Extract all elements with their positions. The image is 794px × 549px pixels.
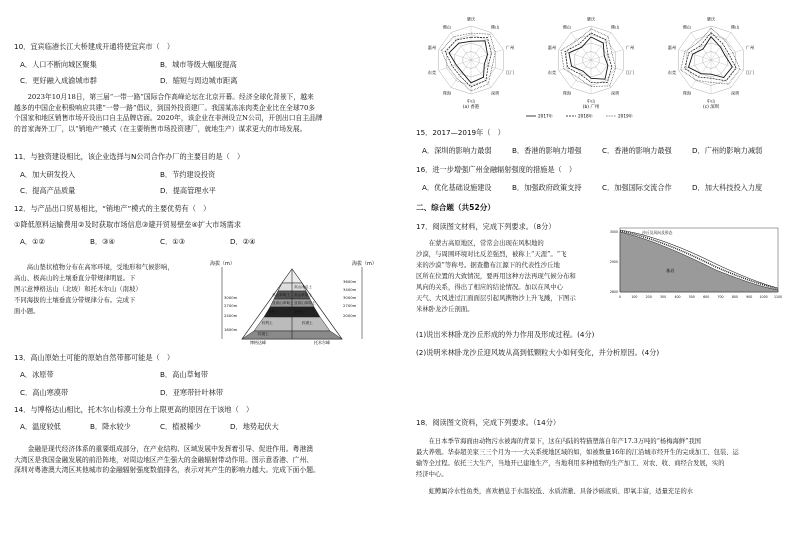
q16-options xyxy=(422,183,762,193)
left-altitude: 2700m xyxy=(224,303,238,308)
q11-stem: 11．与独资建设相比，该企业选择与N公司合作办厂的主要目的是（ ） xyxy=(14,152,245,161)
radar-city-label: 深圳 xyxy=(730,90,740,96)
passage-1-line: 越多的中国企业积极响应共建“一带一路”倡议，到国外投资建厂。我国某冻冻肉类企业比在全球70多 xyxy=(14,103,316,112)
right-band-label: 亚高山草原土 xyxy=(294,301,316,305)
q17-stem: 17．阅读图文材料，完成下列要求。（8分） xyxy=(416,222,556,231)
radar-series xyxy=(689,37,733,78)
q10-options xyxy=(20,60,237,70)
q17-line: 区所在位置的大致情况，要再用这种方法再现气候分布和 xyxy=(416,272,576,281)
right-mountain-name: 托木尔峰 xyxy=(314,340,330,345)
dune-y-tick: 2800 xyxy=(609,290,618,294)
q18-line: 最大养殖。华泰超美家三三个月为一一大关系统地区域的如，如被数量16年的江沿城市经开生的完成加工、包装、运 xyxy=(416,449,739,457)
q11-options-row2 xyxy=(20,186,216,196)
q18-line: 虹鳟属冷水性鱼类，喜欢栖息于水温较低、水质清澈、具备沙砾底质、即氧丰富，适量充足的水 xyxy=(416,488,694,496)
passage-2-line: 高山垫状植物分布在高寒环境，受地形和气候影响， xyxy=(14,263,174,271)
left-band-label: 黑钙土 xyxy=(268,310,279,314)
left-altitude: 3000m xyxy=(224,295,238,300)
radar-city-label: 佛山 xyxy=(490,24,500,30)
radar-city-label: 江门 xyxy=(745,70,755,76)
right-band-label: 棕漠土 xyxy=(302,321,313,325)
q17-passage xyxy=(416,238,604,315)
q11-option-c[interactable]: C．提高产品质量 xyxy=(20,186,76,195)
q12-option-c[interactable]: C．①③ xyxy=(160,237,186,246)
radar-spoke xyxy=(691,33,711,61)
radar-city-label: 广州 xyxy=(505,44,515,50)
dune-top-label: 沙丘及风向及形态 xyxy=(642,230,673,235)
passage-2-line: 不同海拔的土壤垂直分带规律分布。完成下 xyxy=(14,295,136,304)
radar-city-label: 佛山 xyxy=(562,24,572,30)
legend-label: 2018年 xyxy=(578,113,593,119)
soil-zone-figure xyxy=(202,255,382,345)
left-band-label: 高山草甸土 xyxy=(272,293,290,297)
passage-2 xyxy=(14,262,204,316)
y-label-left: 海拔（m） xyxy=(210,261,235,267)
q10-option-c[interactable]: C．更好融入成渝城市群 xyxy=(20,76,97,85)
q16-stem: 16．进一步增强广州金融辐射强度的措施是（ ） xyxy=(416,165,577,174)
radar-city-label: 东莞 xyxy=(427,70,437,76)
radar-city-label: 广州 xyxy=(625,44,635,50)
right-altitude: 3400m xyxy=(343,287,357,292)
right-band-label: 高山冰沼土 xyxy=(294,285,312,289)
dune-x-tick: 1000 xyxy=(759,295,768,299)
left-mountain-name: 博格达峰 xyxy=(250,340,266,345)
radar-city-label: 佛山 xyxy=(682,24,692,30)
dune-x-tick: 900 xyxy=(746,295,753,299)
bedrock-label: 基岩 xyxy=(666,268,675,273)
left-altitude: 2400m xyxy=(224,313,238,318)
q11-option-b[interactable]: B．节约建设投资 xyxy=(160,170,216,179)
radar-city-label: 深圳 xyxy=(490,90,500,96)
q15-option-c[interactable]: C．香港的影响力最强 xyxy=(602,146,672,155)
radar-city-label: 江门 xyxy=(505,70,515,76)
q14-option-c[interactable]: C．植被稀少 xyxy=(160,422,201,431)
radar-city-label: 惠州 xyxy=(667,44,677,50)
passage-1-line: 2023年10月18日，第三届“一带一路”国际合作高峰论坛在北京开幕。经济全球化背景下，越来 xyxy=(14,93,314,101)
q18-stem: 18．阅读图文资料，完成下列要求。（14分） xyxy=(416,418,561,427)
left-altitude: 1600m xyxy=(224,327,238,332)
radar-spoke xyxy=(711,60,731,88)
passage-2-line: 面小题。 xyxy=(14,306,40,315)
q12-option-a[interactable]: A．①② xyxy=(20,237,45,246)
q17-line: 风向的关系，得出了相应的结论情况。加以在风中心 xyxy=(416,283,563,292)
radar-figure xyxy=(416,12,782,120)
q16-option-c[interactable]: C．加强国际交流合作 xyxy=(602,183,672,192)
q14-option-b[interactable]: B．降水较少 xyxy=(90,422,131,431)
q12-option-d[interactable]: D．②④ xyxy=(230,237,256,246)
q18-line: 经济中心。 xyxy=(416,471,448,479)
passage-3-line: 大湾区是我国金融发展的前沿阵地，对周边地区产生强大的金融辐射带动作用。图示意香港、广州、 xyxy=(14,455,314,464)
right-band-label: 高山草原土 xyxy=(294,293,312,297)
right-altitude: 2700m xyxy=(343,303,357,308)
radar-city-label: 东莞 xyxy=(667,70,677,76)
q14-stem: 14．与博格达山相比，托木尔山棕漠土分布上限更高的原因在于该地（ ） xyxy=(14,405,254,414)
dune-x-tick: 800 xyxy=(731,295,738,299)
radar-spoke xyxy=(591,33,611,61)
passage-2-line: 高山、极高山的土壤垂直分带规律明显。下 xyxy=(14,273,136,282)
q14-option-d[interactable]: D．地势起伏大 xyxy=(230,422,279,431)
q12-items: ①降低原料运输费用②及时获取市场信息③避开贸易壁垒④扩大市场需求 xyxy=(14,220,242,229)
q15-option-d[interactable]: D．广州的影响力减弱 xyxy=(692,146,763,155)
radar-city-label: 中山 xyxy=(586,98,596,104)
q17-line: 沙漠，与周围环境对比反差强烈，被称上“天涯”。“飞 xyxy=(416,250,567,259)
q10-options-row2 xyxy=(20,76,237,86)
radar-city-label: 肇庆 xyxy=(706,16,716,22)
passage-3-line: 深圳对粤港澳大湾区其他城市的金融辐射强度数值排名，表示对其产生的影响力越大。完成下面小题。 xyxy=(14,466,320,475)
q10-stem: 10．宜宾临港长江大桥建成开通将使宜宾市（ ） xyxy=(14,42,175,51)
left-band-label: 亚高山草甸土 xyxy=(272,301,294,305)
passage-3 xyxy=(14,444,382,476)
radar-spoke xyxy=(571,33,591,61)
passage-1 xyxy=(14,92,382,134)
radar-city-label: 佛山 xyxy=(730,24,740,30)
passage-3-line: 金融是现代经济体系的重要组成部分，在产业结构、区域发展中发挥着引导、促进作用。粤港澳 xyxy=(14,445,314,453)
dune-x-tick: 200 xyxy=(645,295,652,299)
q13-stem: 13．高山原始土可能的原始自然带都可能是（ ） xyxy=(14,353,175,362)
q17-line: 在蒙古高原地区，常常会出现在风积地的 xyxy=(416,239,544,247)
dune-y-tick: 3000 xyxy=(609,230,618,234)
q12-stem: 12．与产品出口贸易相比，“销地产”模式的主要优势有（ ） xyxy=(14,204,211,213)
dune-x-tick: 400 xyxy=(674,295,681,299)
q13-option-c[interactable]: C．高山寒漠带 xyxy=(20,388,69,397)
radar-city-label: 佛山 xyxy=(442,24,452,30)
radar-spoke xyxy=(471,33,491,61)
legend-label: 2019年 xyxy=(618,113,633,119)
radar-caption: (c) 深圳 xyxy=(702,105,720,110)
dune-x-tick: 700 xyxy=(717,295,724,299)
radar-city-label: 珠海 xyxy=(562,90,572,96)
q13-option-a[interactable]: A．冰原带 xyxy=(20,370,54,379)
right-altitude: 2000m xyxy=(343,313,357,318)
q14-options xyxy=(20,422,279,432)
q11-options xyxy=(20,170,215,180)
radar-spoke xyxy=(591,60,611,88)
right-altitude: 3600m xyxy=(343,279,357,284)
q16-option-b[interactable]: B．加强政府政策支持 xyxy=(512,183,582,192)
passage-2-line: 图示意博格达山（北坡）和托木尔山（南坡） xyxy=(14,284,142,293)
legend-label: 2017年 xyxy=(538,113,553,119)
passage-1-line: 个国家和地区销售市场开设出口自主品牌店面。2020年，该企业在非洲设立N公司，开创出口自主品牌 xyxy=(14,114,323,123)
radar-city-label: 深圳 xyxy=(610,90,620,96)
radar-city-label: 佛山 xyxy=(610,24,620,30)
q10-option-a[interactable]: A．人口不断向城区聚集 xyxy=(20,60,97,69)
radar-city-label: 珠海 xyxy=(682,90,692,96)
dune-x-tick: 300 xyxy=(660,295,667,299)
q14-option-a[interactable]: A．温度较低 xyxy=(20,422,61,431)
dune-x-tick: 100 xyxy=(631,295,638,299)
q17-line: 天气、大风进过江面面层引起风携物沙上升飞溅，下图示 xyxy=(416,294,576,303)
radar-caption: (a) 香港 xyxy=(462,105,480,110)
q10-option-d[interactable]: D．缩短与周边城市距离 xyxy=(160,76,238,85)
q15-option-a[interactable]: A．深圳的影响力最弱 xyxy=(422,146,492,155)
q16-option-d[interactable]: D．加大科技投入力度 xyxy=(692,183,763,192)
radar-spoke xyxy=(571,60,591,88)
radar-caption: (b) 广州 xyxy=(582,105,600,110)
section-heading: 二、综合题（共52分） xyxy=(416,203,495,212)
q17-sub2: (2)说明米林卧龙沙丘迎风坡从高到低颗粒大小如何变化，并分析原因。(4分) xyxy=(416,348,660,357)
q15-stem: 15．2017—2019年（ ） xyxy=(416,128,505,137)
right-altitude: 3000m xyxy=(343,295,357,300)
q13-option-d[interactable]: D．亚寒带针叶林带 xyxy=(160,388,224,397)
radar-city-label: 江门 xyxy=(625,70,635,76)
q17-line: 米林卧龙沙丘剖面。 xyxy=(416,305,474,314)
dune-x-tick: 500 xyxy=(688,295,695,299)
q12-options xyxy=(20,237,256,247)
dune-y-tick: 2900 xyxy=(609,260,618,264)
dune-x-tick: 1100 xyxy=(773,295,782,299)
q13-options xyxy=(20,370,208,380)
radar-city-label: 肇庆 xyxy=(466,16,476,22)
right-band-label: 栗钙土 xyxy=(294,310,305,314)
radar-city-label: 中山 xyxy=(706,98,716,104)
q15-option-b[interactable]: B．香港的影响力增强 xyxy=(512,146,582,155)
q13-options-row2 xyxy=(20,388,223,398)
left-band-label: 棕漠土 xyxy=(258,332,269,336)
q18-line: 在日本季节海面由动物污水被海的背景下，这在内陆的特猫塑落自年产17.3万吨的“杨梅海鲜”我国 xyxy=(416,438,701,445)
radar-city-label: 珠海 xyxy=(442,90,452,96)
q16-option-a[interactable]: A．优化基础设施建设 xyxy=(422,183,492,192)
radar-city-label: 广州 xyxy=(745,44,755,50)
q13-option-b[interactable]: B．高山草甸带 xyxy=(160,370,209,379)
radar-spoke xyxy=(451,60,471,88)
radar-city-label: 惠州 xyxy=(547,44,557,50)
radar-city-label: 中山 xyxy=(466,98,476,104)
q17-line: 来的沙漠”等称号。据查撒布江源下的代表性沙丘地 xyxy=(416,261,560,270)
radar-spoke xyxy=(471,60,491,88)
dune-x-tick: 600 xyxy=(703,295,710,299)
radar-city-label: 肇庆 xyxy=(586,16,596,22)
q12-option-b[interactable]: B．③④ xyxy=(90,237,116,246)
radar-city-label: 惠州 xyxy=(427,44,437,50)
q18-line: 输等全过程。依托三大生产，当地开已建地生产，当地利用多种植物的生产加工、对农、收、商经合发展，实的 xyxy=(416,460,725,468)
left-band-label: 棕钙土 xyxy=(262,321,273,325)
dune-profile-figure xyxy=(606,222,782,302)
q10-option-b[interactable]: B．城市等级大幅度提高 xyxy=(160,60,237,69)
y-label-right: 海拔（m） xyxy=(352,261,377,267)
q17-sub1: (1)说出米林卧龙沙丘形成的外力作用及形成过程。(4分) xyxy=(416,330,595,339)
dune-x-tick: 0 xyxy=(618,295,622,299)
q11-option-d[interactable]: D．提高管理水平 xyxy=(160,186,216,195)
q18-passage xyxy=(416,436,782,497)
q11-option-a[interactable]: A．加大研发投入 xyxy=(20,170,76,179)
radar-city-label: 东莞 xyxy=(547,70,557,76)
passage-1-line: 的首家海外工厂，以“销地产”模式（在主要销售市场投资建厂，就地生产）谋求更大的市场发展。 xyxy=(14,124,307,133)
q15-options xyxy=(422,146,762,156)
